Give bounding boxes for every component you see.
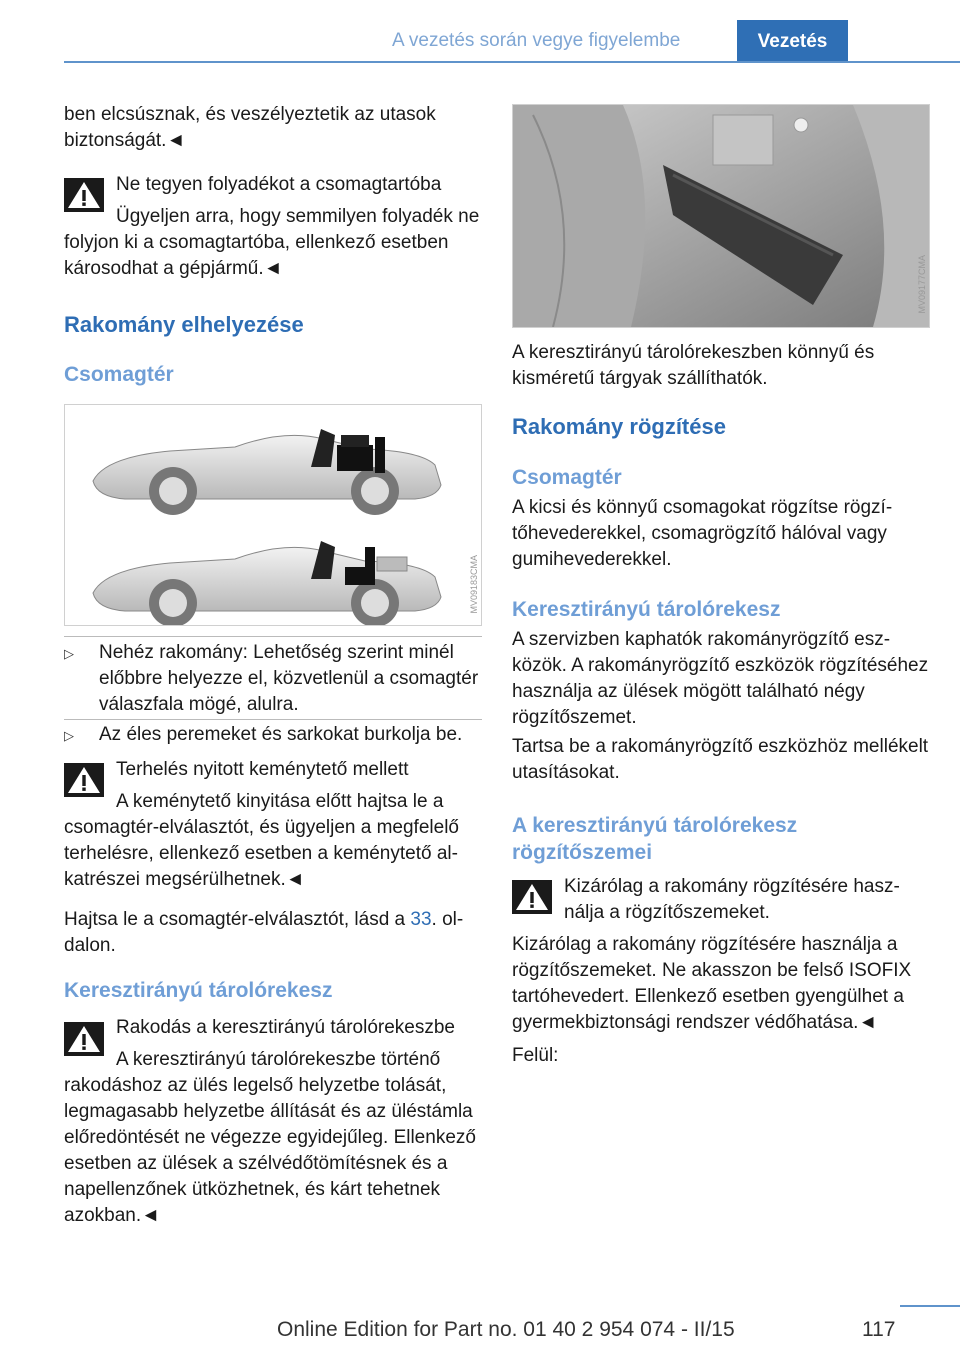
subsection-heading: Csomagtér (64, 363, 174, 386)
triangle-bullet-icon: ▷ (64, 646, 74, 661)
subsection-heading: Keresztirányú tárolórekesz (64, 979, 333, 1002)
image-caption: A keresztirányú tárolórekeszben könnyű és kisméretű tárgyak szállíthatók. (512, 342, 875, 389)
paragraph: Kizárólag a rakomány rögzítésére használja a rögzítőszemeket. Ne akasszon be felső ISOFIX tartóhevedert. Ellenkező esetben gyengülhet a gyermekbiztonsági rendszer védőhatása.◄ (512, 934, 912, 1033)
list-item (64, 722, 482, 748)
warning-title: Kizárólag a rakomány rögzítésére használja a rögzítőszemeket. (564, 876, 900, 923)
warning-title: Terhelés nyitott keménytető mellett (116, 759, 409, 780)
list-item (64, 640, 482, 718)
page-number: 117 (862, 1318, 896, 1341)
triangle-bullet-icon: ▷ (64, 728, 74, 743)
list-item-text: Az éles peremeket és sarkokat burkolja be. (99, 724, 463, 745)
section-heading: Rakomány elhelyezése (64, 312, 304, 337)
subsection-heading: A keresztirányú tárolórekesz rögzítőszemei (512, 814, 798, 864)
section-heading: Rakomány rögzítése (512, 414, 726, 439)
warning-title: Ne tegyen folyadékot a csomagtartóba (116, 174, 442, 195)
reference-text: Hajtsa le a csomagtér-elválasztót, lásd a 33. oldalon. (64, 909, 464, 956)
header-rule (64, 61, 960, 63)
paragraph: Tartsa be a rakományrögzítő eszközhöz mellékelt utasításokat. (512, 736, 929, 783)
subsection-heading: Keresztirányú tárolórekesz (512, 598, 781, 621)
header-chapter-tab: Vezetés (737, 20, 848, 62)
convertible-car-illustration (65, 405, 481, 625)
footer-rule (900, 1305, 960, 1307)
paragraph: Felül: (512, 1045, 559, 1066)
image-code: MV09183CMA (469, 555, 479, 614)
list-item-text: Nehéz rakomány: Lehetőség szerint minél előbbre helyezze el, közvetlenül a csomagtér válaszfala mögé, alulra. (99, 642, 479, 715)
warning-body: A keresztirányú tárolórekeszbe történő rakodáshoz az ülés legelső helyzetbe tolását, legmagasabb helyzetbe állítását és az üléstámla előredöntését ne végezze egyidejűleg. Ellenkező esetben az ülések a szélvédőtömítésnek és a napellenzőnek ütközhetnek, és kárt tehetnek azokban.◄ (64, 1049, 476, 1226)
page-reference-link[interactable]: 33 (410, 909, 432, 930)
intro-text: ben elcsúsznak, és veszélyeztetik az utasok biztonságát.◄ (64, 104, 436, 151)
header-section-title: A vezetés során vegye figyelembe (392, 30, 681, 51)
cargo-compartment-photo (512, 104, 930, 328)
warning-body: Ügyeljen arra, hogy semmilyen folyadék ne folyjon ki a csomagtartóba, ellenkező esetben károsodhat a gépjármű.◄ (64, 206, 480, 279)
warning-title: Rakodás a keresztirányú tárolórekeszbe (116, 1017, 456, 1038)
warning-icon (512, 880, 552, 914)
image-code: MV09177CMA (917, 255, 927, 314)
subsection-heading: Csomagtér (512, 466, 622, 489)
storage-compartment-illustration (513, 105, 929, 327)
page-header (0, 0, 960, 62)
paragraph: A kicsi és könnyű csomagokat rögzítse rögzítőhevederekkel, csomagrögzítő hálóval vagy gumihevederekkel. (512, 497, 893, 570)
list-divider (64, 719, 482, 720)
warning-body: A keménytető kinyitása előtt hajtsa le a csomagtér-elválasztót, és ügyeljen a megfelelő terhelésre, ellenkező esetben a keménytető alkatrészei megsérülhetnek.◄ (64, 791, 459, 890)
paragraph: A szervizben kaphatók rakományrögzítő eszközök. A rakományrögzítő eszközök rögzítéséhez használja az ülések mögött található négy rögzítőszemet. (512, 629, 929, 728)
car-load-illustration (64, 404, 482, 626)
list-divider (64, 636, 482, 637)
footer-edition: Online Edition for Part no. 01 40 2 954 074 - II/15 (277, 1318, 735, 1341)
